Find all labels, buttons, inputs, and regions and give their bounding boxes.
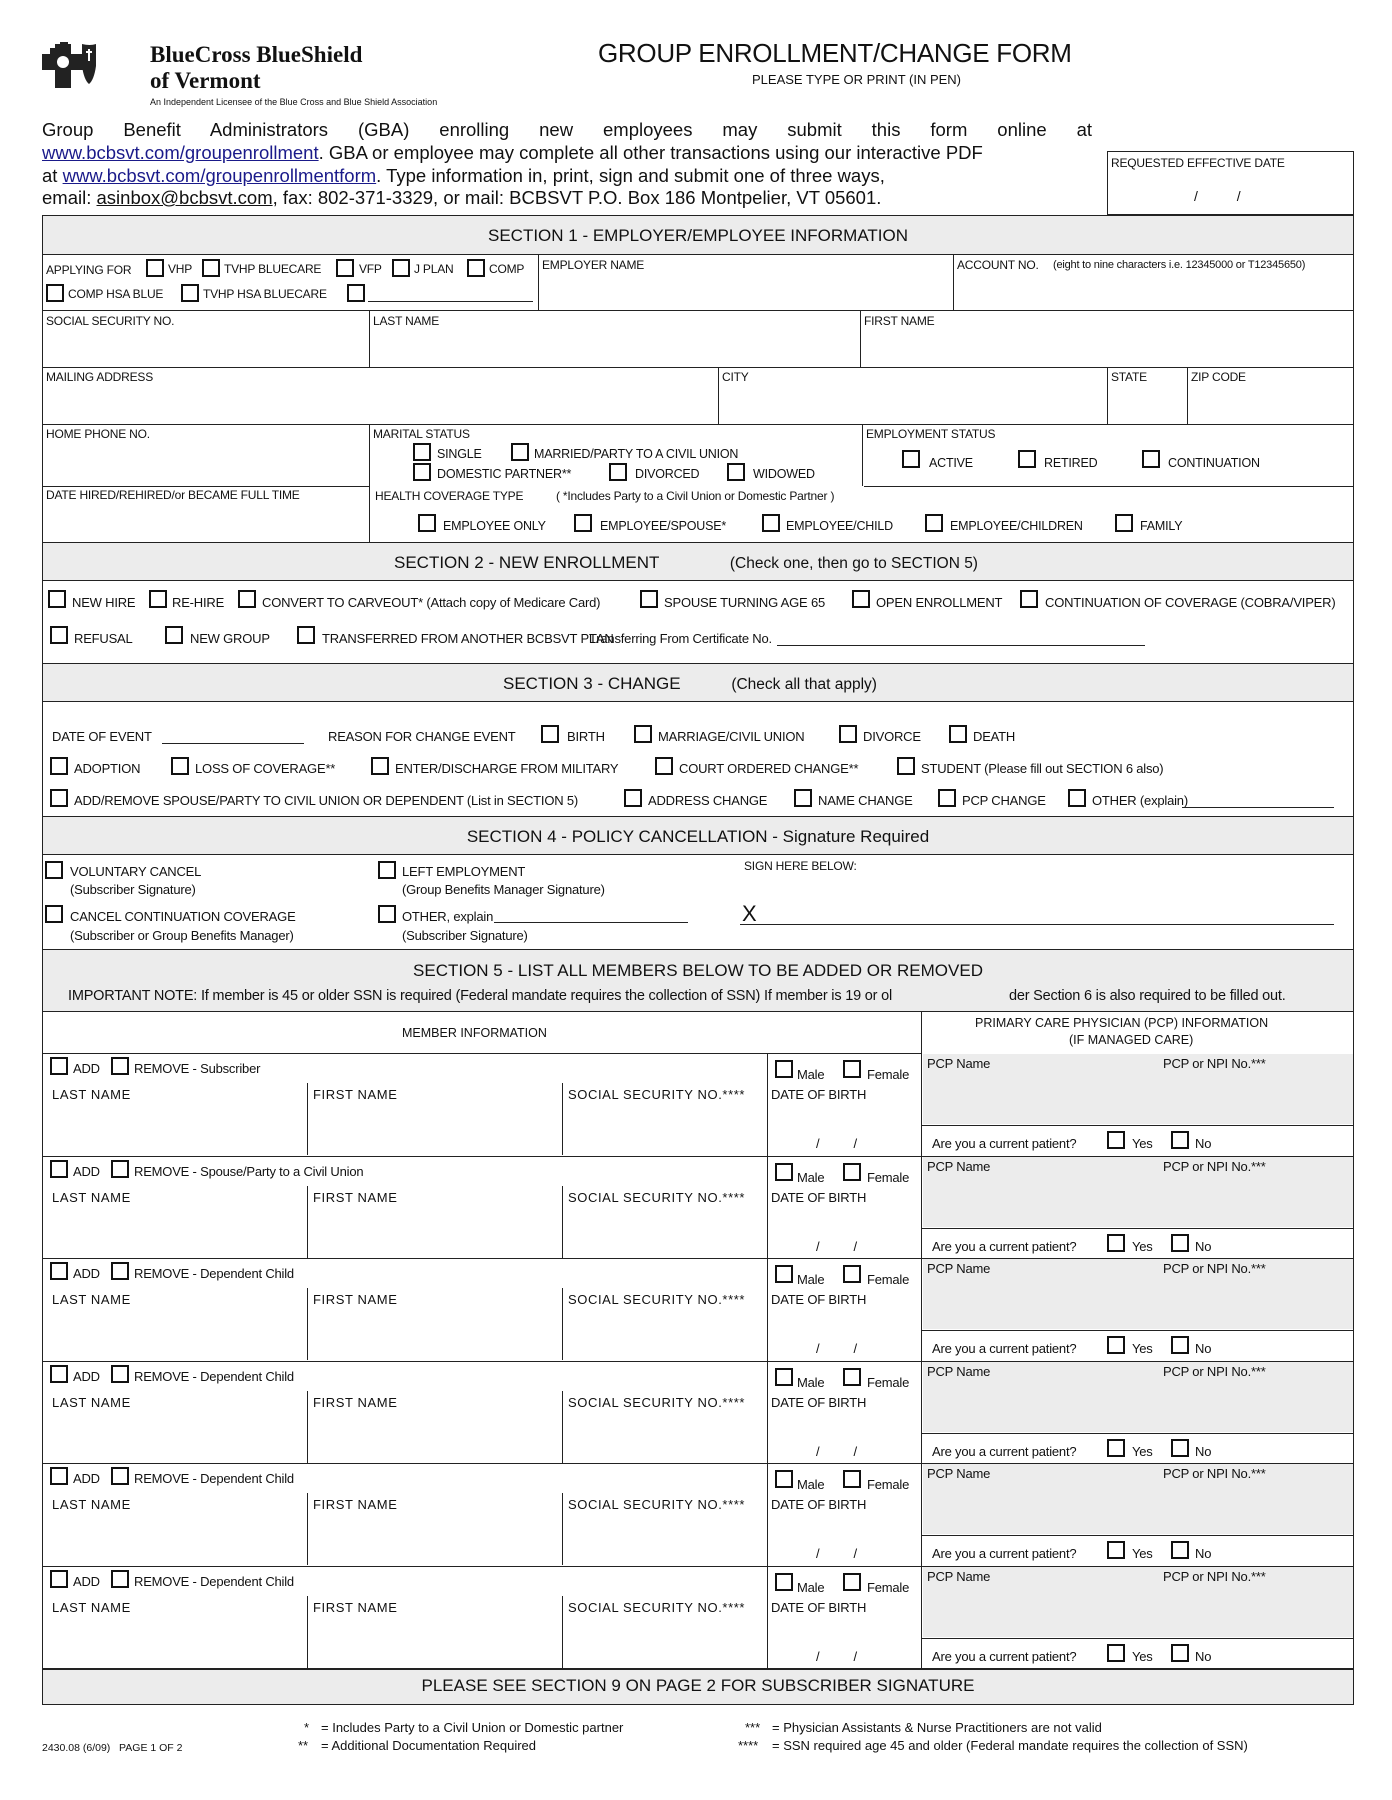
transfer-cert-label: Transferring From Certificate No.	[589, 631, 772, 646]
effective-date-slashes: / /	[1194, 188, 1241, 204]
signature-x: X	[742, 901, 757, 926]
birth-checkbox[interactable]	[541, 725, 559, 743]
current-patient-no-checkbox[interactable]	[1171, 1541, 1189, 1559]
voluntary-cancel-sub: (Subscriber Signature)	[70, 882, 196, 897]
email-link[interactable]: asinbox@bcbsvt.com	[96, 187, 273, 208]
remove-checkbox[interactable]	[111, 1467, 129, 1485]
new-group-checkbox[interactable]	[165, 626, 183, 644]
member-last-name-label: LAST NAME	[52, 1087, 131, 1102]
continuation-label: CONTINUATION	[1168, 456, 1260, 470]
continuation-checkbox[interactable]	[1142, 450, 1160, 468]
applying-for-label: APPLYING FOR	[46, 263, 132, 277]
male-checkbox[interactable]	[775, 1163, 793, 1181]
female-label: Female	[867, 1375, 910, 1390]
intro-line4	[42, 187, 881, 209]
remove-label: REMOVE - Subscriber	[134, 1061, 261, 1076]
cancel-continuation-sub: (Subscriber or Group Benefits Manager)	[70, 928, 294, 943]
court-ordered-checkbox[interactable]	[655, 757, 673, 775]
yes-label: Yes	[1132, 1546, 1153, 1561]
left-employment-label: LEFT EMPLOYMENT	[402, 864, 526, 879]
loss-of-coverage-label: LOSS OF COVERAGE**	[195, 761, 336, 776]
female-label: Female	[867, 1272, 910, 1287]
member-last-name-label: LAST NAME	[52, 1395, 131, 1410]
no-label: No	[1195, 1649, 1212, 1664]
vfp-label: VFP	[359, 262, 382, 276]
female-checkbox[interactable]	[843, 1368, 861, 1386]
section3-title: SECTION 3 - CHANGE	[503, 674, 681, 693]
member-first-name-label: FIRST NAME	[313, 1292, 398, 1307]
dob-label: DATE OF BIRTH	[771, 1190, 867, 1205]
remove-label: REMOVE - Spouse/Party to a Civil Union	[134, 1164, 364, 1179]
male-checkbox[interactable]	[775, 1060, 793, 1078]
domestic-partner-label: DOMESTIC PARTNER**	[437, 467, 572, 481]
dob-slashes: / /	[816, 1341, 857, 1356]
male-checkbox[interactable]	[775, 1265, 793, 1283]
employee-spouse-checkbox[interactable]	[574, 514, 592, 532]
dob-slashes: / /	[816, 1444, 857, 1459]
death-checkbox[interactable]	[949, 725, 967, 743]
female-checkbox[interactable]	[843, 1163, 861, 1181]
member-last-name-label: LAST NAME	[52, 1497, 131, 1512]
female-label: Female	[867, 1170, 910, 1185]
pcp-name-label: PCP Name	[927, 1569, 991, 1584]
member-first-name-label: FIRST NAME	[313, 1087, 398, 1102]
female-checkbox[interactable]	[843, 1470, 861, 1488]
intro-line2	[42, 142, 983, 164]
add-label: ADD	[73, 1369, 100, 1384]
rehire-checkbox[interactable]	[149, 590, 167, 608]
section3-note: (Check all that apply)	[731, 676, 877, 693]
member-ssn-label: SOCIAL SECURITY NO.****	[568, 1497, 746, 1512]
yes-label: Yes	[1132, 1341, 1153, 1356]
new-hire-checkbox[interactable]	[48, 590, 66, 608]
dob-label: DATE OF BIRTH	[771, 1087, 867, 1102]
intro-line3-text: . Type information in, print, sign and submit one of three ways,	[376, 165, 885, 186]
adoption-label: ADOPTION	[74, 761, 141, 776]
current-patient-no-checkbox[interactable]	[1171, 1439, 1189, 1457]
current-patient-yes-checkbox[interactable]	[1107, 1644, 1125, 1662]
current-patient-no-checkbox[interactable]	[1171, 1131, 1189, 1149]
comp-hsa-blue-checkbox[interactable]	[46, 284, 64, 302]
pcp-name-label: PCP Name	[927, 1364, 991, 1379]
add-checkbox[interactable]	[50, 1467, 68, 1485]
vhp-checkbox[interactable]	[146, 259, 164, 277]
intro-line1: Group Benefit Administrators (GBA) enrolling new employees may submit this form online at	[42, 119, 1092, 140]
enrollment-link[interactable]: www.bcbsvt.com/groupenrollment	[42, 142, 319, 163]
current-patient-yes-checkbox[interactable]	[1107, 1234, 1125, 1252]
footnote-2: = Additional Documentation Required	[321, 1738, 537, 1753]
male-label: Male	[797, 1170, 825, 1185]
j-plan-checkbox[interactable]	[392, 259, 410, 277]
active-label: ACTIVE	[929, 456, 973, 470]
court-ordered-label: COURT ORDERED CHANGE**	[679, 761, 859, 776]
add-remove-spouse-checkbox[interactable]	[50, 789, 68, 807]
male-checkbox[interactable]	[775, 1573, 793, 1591]
divorce-checkbox[interactable]	[839, 725, 857, 743]
remove-label: REMOVE - Dependent Child	[134, 1574, 294, 1589]
employee-child-label: EMPLOYEE/CHILD	[786, 519, 893, 533]
yes-label: Yes	[1132, 1649, 1153, 1664]
current-patient-label: Are you a current patient?	[932, 1444, 1077, 1459]
section2-title: SECTION 2 - NEW ENROLLMENT	[394, 553, 660, 572]
zip-label: ZIP CODE	[1191, 370, 1246, 384]
comp-label: COMP	[489, 262, 525, 276]
dob-slashes: / /	[816, 1546, 857, 1561]
no-label: No	[1195, 1444, 1212, 1459]
pcp-name-label: PCP Name	[927, 1466, 991, 1481]
no-label: No	[1195, 1239, 1212, 1254]
other-change-line[interactable]	[1182, 807, 1334, 808]
mailing-address-label: MAILING ADDRESS	[46, 370, 154, 384]
intro-line3	[42, 165, 885, 187]
state-label: STATE	[1111, 370, 1147, 384]
current-patient-yes-checkbox[interactable]	[1107, 1336, 1125, 1354]
other-plan-checkbox[interactable]	[347, 284, 365, 302]
vhp-label: VHP	[168, 262, 193, 276]
intro-line2-text: . GBA or employee may complete all other transactions using our interactive PDF	[318, 142, 983, 163]
divorced-checkbox[interactable]	[609, 463, 627, 481]
add-checkbox[interactable]	[50, 1365, 68, 1383]
male-label: Male	[797, 1272, 825, 1287]
remove-checkbox[interactable]	[111, 1365, 129, 1383]
sign-here-label: SIGN HERE BELOW:	[744, 859, 857, 873]
address-change-label: ADDRESS CHANGE	[648, 793, 768, 808]
open-enrollment-checkbox[interactable]	[852, 590, 870, 608]
pcp-change-checkbox[interactable]	[938, 789, 956, 807]
family-label: FAMILY	[1140, 519, 1183, 533]
widowed-checkbox[interactable]	[727, 463, 745, 481]
military-checkbox[interactable]	[371, 757, 389, 775]
member-last-name-label: LAST NAME	[52, 1600, 131, 1615]
footnote-1: = Includes Party to a Civil Union or Domestic partner	[321, 1720, 624, 1735]
current-patient-yes-checkbox[interactable]	[1107, 1131, 1125, 1149]
pcp-npi-label: PCP or NPI No.***	[1163, 1056, 1266, 1071]
current-patient-label: Are you a current patient?	[932, 1136, 1077, 1151]
add-checkbox[interactable]	[50, 1262, 68, 1280]
health-coverage-note: ( *Includes Party to a Civil Union or Domestic Partner )	[556, 489, 835, 503]
left-employment-sub: (Group Benefits Manager Signature)	[402, 882, 605, 897]
add-checkbox[interactable]	[50, 1057, 68, 1075]
member-ssn-label: SOCIAL SECURITY NO.****	[568, 1600, 746, 1615]
left-employment-checkbox[interactable]	[378, 861, 396, 879]
footnote-3-mark: ***	[745, 1720, 761, 1735]
yes-label: Yes	[1132, 1444, 1153, 1459]
other-change-label: OTHER (explain)	[1092, 793, 1188, 808]
name-change-checkbox[interactable]	[794, 789, 812, 807]
intro-line4-text: , fax: 802-371-3329, or mail: BCBSVT P.O. Box 186 Montpelier, VT 05601.	[272, 187, 882, 208]
retired-label: RETIRED	[1044, 456, 1098, 470]
transferred-label: TRANSFERRED FROM ANOTHER BCBSVT PLAN	[322, 631, 614, 646]
footnote-3: = Physician Assistants & Nurse Practitioners are not valid	[772, 1720, 1102, 1735]
member-info-header: MEMBER INFORMATION	[402, 1026, 547, 1040]
intro-at: at	[42, 165, 58, 186]
section5-note-b: der Section 6 is also required to be filled out.	[1009, 988, 1286, 1004]
employee-only-checkbox[interactable]	[418, 514, 436, 532]
divorced-label: DIVORCED	[635, 467, 700, 481]
no-label: No	[1195, 1546, 1212, 1561]
form-id: 2430.08 (6/09) PAGE 1 OF 2	[42, 1742, 183, 1754]
current-patient-no-checkbox[interactable]	[1171, 1644, 1189, 1662]
current-patient-label: Are you a current patient?	[932, 1341, 1077, 1356]
divorce-label: DIVORCE	[863, 729, 921, 744]
dob-slashes: / /	[816, 1239, 857, 1254]
account-no-hint: (eight to nine characters i.e. 12345000 or T12345650)	[1053, 259, 1306, 271]
last-name-label: LAST NAME	[373, 314, 439, 328]
retired-checkbox[interactable]	[1018, 450, 1036, 468]
name-change-label: NAME CHANGE	[818, 793, 913, 808]
footnote-4-mark: ****	[738, 1738, 759, 1753]
yes-label: Yes	[1132, 1239, 1153, 1254]
employee-spouse-label: EMPLOYEE/SPOUSE*	[600, 519, 727, 533]
tvhp-hsa-bluecare-checkbox[interactable]	[181, 284, 199, 302]
refusal-label: REFUSAL	[74, 631, 133, 646]
no-label: No	[1195, 1341, 1212, 1356]
brand-line2: of Vermont	[150, 68, 261, 93]
date-hired-label: DATE HIRED/REHIRED/or BECAME FULL TIME	[46, 488, 300, 502]
marriage-label: MARRIAGE/CIVIL UNION	[658, 729, 805, 744]
other-change-checkbox[interactable]	[1068, 789, 1086, 807]
remove-checkbox[interactable]	[111, 1570, 129, 1588]
comp-checkbox[interactable]	[467, 259, 485, 277]
employment-status-label: EMPLOYMENT STATUS	[866, 427, 996, 441]
male-checkbox[interactable]	[775, 1470, 793, 1488]
new-group-label: NEW GROUP	[190, 631, 270, 646]
spouse-65-checkbox[interactable]	[640, 590, 658, 608]
member-first-name-label: FIRST NAME	[313, 1190, 398, 1205]
address-change-checkbox[interactable]	[624, 789, 642, 807]
voluntary-cancel-label: VOLUNTARY CANCEL	[70, 864, 202, 879]
other-cancel-sub: (Subscriber Signature)	[402, 928, 528, 943]
remove-checkbox[interactable]	[111, 1160, 129, 1178]
female-label: Female	[867, 1477, 910, 1492]
dob-label: DATE OF BIRTH	[771, 1395, 867, 1410]
marriage-checkbox[interactable]	[634, 725, 652, 743]
other-cancel-line[interactable]	[494, 922, 688, 923]
cancel-continuation-checkbox[interactable]	[45, 905, 63, 923]
loss-of-coverage-checkbox[interactable]	[171, 757, 189, 775]
dob-slashes: / /	[816, 1136, 857, 1151]
current-patient-label: Are you a current patient?	[932, 1649, 1077, 1664]
male-checkbox[interactable]	[775, 1368, 793, 1386]
continuation-coverage-label: CONTINUATION OF COVERAGE (COBRA/VIPER)	[1045, 595, 1336, 610]
add-label: ADD	[73, 1164, 100, 1179]
vfp-checkbox[interactable]	[336, 259, 354, 277]
remove-checkbox[interactable]	[111, 1057, 129, 1075]
employee-children-checkbox[interactable]	[925, 514, 943, 532]
married-checkbox[interactable]	[511, 443, 529, 461]
male-label: Male	[797, 1477, 825, 1492]
employee-child-checkbox[interactable]	[762, 514, 780, 532]
current-patient-label: Are you a current patient?	[932, 1546, 1077, 1561]
refusal-checkbox[interactable]	[50, 626, 68, 644]
open-enrollment-label: OPEN ENROLLMENT	[876, 595, 1003, 610]
licensee-text: An Independent Licensee of the Blue Cross and Blue Shield Association	[150, 97, 438, 107]
married-label: MARRIED/PARTY TO A CIVIL UNION	[534, 447, 739, 461]
voluntary-cancel-checkbox[interactable]	[45, 861, 63, 879]
student-label: STUDENT (Please fill out SECTION 6 also)	[921, 761, 1164, 776]
family-checkbox[interactable]	[1115, 514, 1133, 532]
remove-label: REMOVE - Dependent Child	[134, 1266, 294, 1281]
form-title: GROUP ENROLLMENT/CHANGE FORM	[598, 38, 1072, 68]
pcp-npi-label: PCP or NPI No.***	[1163, 1364, 1266, 1379]
pcp-npi-label: PCP or NPI No.***	[1163, 1569, 1266, 1584]
add-label: ADD	[73, 1574, 100, 1589]
remove-checkbox[interactable]	[111, 1262, 129, 1280]
section5-note-a: IMPORTANT NOTE: If member is 45 or older SSN is required (Federal mandate requires the collection of SSN) If member is 19 or ol	[68, 988, 892, 1004]
footnote-1-mark: *	[304, 1720, 310, 1735]
section3-title-wrap	[503, 674, 877, 694]
member-ssn-label: SOCIAL SECURITY NO.****	[568, 1087, 746, 1102]
dob-label: DATE OF BIRTH	[771, 1497, 867, 1512]
other-cancel-label: OTHER, explain	[402, 909, 494, 924]
add-label: ADD	[73, 1471, 100, 1486]
brand-line1: BlueCross BlueShield	[150, 42, 363, 67]
remove-label: REMOVE - Dependent Child	[134, 1471, 294, 1486]
other-cancel-checkbox[interactable]	[378, 905, 396, 923]
member-ssn-label: SOCIAL SECURITY NO.****	[568, 1292, 746, 1307]
bcbs-logo	[40, 40, 100, 96]
dob-label: DATE OF BIRTH	[771, 1600, 867, 1615]
convert-carveout-label: CONVERT TO CARVEOUT* (Attach copy of Medicare Card)	[262, 595, 601, 610]
widowed-label: WIDOWED	[753, 467, 815, 481]
tvhp-bluecare-label: TVHP BLUECARE	[224, 262, 322, 276]
employer-name-label: EMPLOYER NAME	[542, 258, 645, 272]
female-label: Female	[867, 1067, 910, 1082]
member-first-name-label: FIRST NAME	[313, 1600, 398, 1615]
section2-title-wrap	[394, 553, 978, 573]
new-hire-label: NEW HIRE	[72, 595, 136, 610]
city-label: CITY	[722, 370, 749, 384]
adoption-checkbox[interactable]	[50, 757, 68, 775]
continuation-coverage-checkbox[interactable]	[1020, 590, 1038, 608]
single-checkbox[interactable]	[413, 443, 431, 461]
other-plan-line[interactable]	[368, 301, 533, 302]
no-label: No	[1195, 1136, 1212, 1151]
first-name-label: FIRST NAME	[864, 314, 935, 328]
remove-label: REMOVE - Dependent Child	[134, 1369, 294, 1384]
tvhp-hsa-bluecare-label: TVHP HSA BLUECARE	[203, 287, 327, 301]
section4-title: SECTION 4 - POLICY CANCELLATION - Signature Required	[466, 827, 930, 846]
see-section-9-note: PLEASE SEE SECTION 9 ON PAGE 2 FOR SUBSCRIBER SIGNATURE	[421, 1676, 975, 1695]
date-of-event-line[interactable]	[162, 743, 304, 744]
member-ssn-label: SOCIAL SECURITY NO.****	[568, 1395, 746, 1410]
member-first-name-label: FIRST NAME	[313, 1395, 398, 1410]
pcp-npi-label: PCP or NPI No.***	[1163, 1159, 1266, 1174]
pcp-header-line1: PRIMARY CARE PHYSICIAN (PCP) INFORMATION	[975, 1016, 1269, 1030]
female-label: Female	[867, 1580, 910, 1595]
cancel-continuation-label: CANCEL CONTINUATION COVERAGE	[70, 909, 296, 924]
transfer-cert-line[interactable]	[777, 645, 1145, 646]
dob-label: DATE OF BIRTH	[771, 1292, 867, 1307]
domestic-partner-checkbox[interactable]	[413, 463, 431, 481]
pcp-npi-label: PCP or NPI No.***	[1163, 1466, 1266, 1481]
blue-cross-shield-icon	[40, 40, 100, 96]
current-patient-no-checkbox[interactable]	[1171, 1336, 1189, 1354]
marital-status-label: MARITAL STATUS	[373, 427, 470, 441]
footnote-4: = SSN required age 45 and older (Federal mandate requires the collection of SSN)	[772, 1738, 1248, 1753]
pcp-name-label: PCP Name	[927, 1056, 991, 1071]
footnote-2-mark: **	[298, 1738, 309, 1753]
current-patient-yes-checkbox[interactable]	[1107, 1439, 1125, 1457]
reason-label: REASON FOR CHANGE EVENT	[328, 729, 516, 744]
active-checkbox[interactable]	[902, 450, 920, 468]
employee-only-label: EMPLOYEE ONLY	[443, 519, 546, 533]
section2-note: (Check one, then go to SECTION 5)	[729, 555, 978, 572]
female-checkbox[interactable]	[843, 1060, 861, 1078]
male-label: Male	[797, 1580, 825, 1595]
health-coverage-label: HEALTH COVERAGE TYPE	[375, 489, 524, 503]
add-remove-spouse-label: ADD/REMOVE SPOUSE/PARTY TO CIVIL UNION OR DEPENDENT (List in SECTION 5)	[74, 793, 578, 808]
tvhp-bluecare-checkbox[interactable]	[202, 259, 220, 277]
rehire-label: RE-HIRE	[172, 595, 225, 610]
home-phone-label: HOME PHONE NO.	[46, 427, 150, 441]
current-patient-yes-checkbox[interactable]	[1107, 1541, 1125, 1559]
date-of-event-label: DATE OF EVENT	[52, 729, 152, 744]
dob-slashes: / /	[816, 1649, 857, 1664]
pcp-name-label: PCP Name	[927, 1261, 991, 1276]
add-label: ADD	[73, 1266, 100, 1281]
add-checkbox[interactable]	[50, 1570, 68, 1588]
j-plan-label: J PLAN	[414, 262, 454, 276]
member-last-name-label: LAST NAME	[52, 1292, 131, 1307]
birth-label: BIRTH	[567, 729, 605, 744]
ssn-label: SOCIAL SECURITY NO.	[46, 314, 175, 328]
current-patient-label: Are you a current patient?	[932, 1239, 1077, 1254]
member-ssn-label: SOCIAL SECURITY NO.****	[568, 1190, 746, 1205]
add-checkbox[interactable]	[50, 1160, 68, 1178]
section5-title: SECTION 5 - LIST ALL MEMBERS BELOW TO BE ADDED OR REMOVED	[413, 961, 983, 980]
convert-carveout-checkbox[interactable]	[238, 590, 256, 608]
single-label: SINGLE	[437, 447, 482, 461]
male-label: Male	[797, 1067, 825, 1082]
member-last-name-label: LAST NAME	[52, 1190, 131, 1205]
member-first-name-label: FIRST NAME	[313, 1497, 398, 1512]
student-checkbox[interactable]	[897, 757, 915, 775]
comp-hsa-blue-label: COMP HSA BLUE	[68, 287, 164, 301]
pcp-name-label: PCP Name	[927, 1159, 991, 1174]
section1-title: SECTION 1 - EMPLOYER/EMPLOYEE INFORMATION	[487, 226, 909, 245]
female-checkbox[interactable]	[843, 1265, 861, 1283]
employee-children-label: EMPLOYEE/CHILDREN	[950, 519, 1083, 533]
pcp-change-label: PCP CHANGE	[962, 793, 1046, 808]
account-no-label: ACCOUNT NO.	[957, 258, 1039, 272]
yes-label: Yes	[1132, 1136, 1153, 1151]
male-label: Male	[797, 1375, 825, 1390]
military-label: ENTER/DISCHARGE FROM MILITARY	[395, 761, 619, 776]
requested-effective-date-label: REQUESTED EFFECTIVE DATE	[1111, 156, 1285, 170]
death-label: DEATH	[973, 729, 1016, 744]
female-checkbox[interactable]	[843, 1573, 861, 1591]
spouse-65-label: SPOUSE TURNING AGE 65	[664, 595, 825, 610]
transferred-checkbox[interactable]	[297, 626, 315, 644]
enrollment-form-link[interactable]: www.bcbsvt.com/groupenrollmentform	[62, 165, 377, 186]
current-patient-no-checkbox[interactable]	[1171, 1234, 1189, 1252]
signature-line[interactable]	[740, 924, 1334, 925]
add-label: ADD	[73, 1061, 100, 1076]
pcp-npi-label: PCP or NPI No.***	[1163, 1261, 1266, 1276]
intro-email-label: email:	[42, 187, 92, 208]
pcp-header-line2: (IF MANAGED CARE)	[1069, 1033, 1194, 1047]
form-subtitle: PLEASE TYPE OR PRINT (IN PEN)	[752, 72, 962, 87]
